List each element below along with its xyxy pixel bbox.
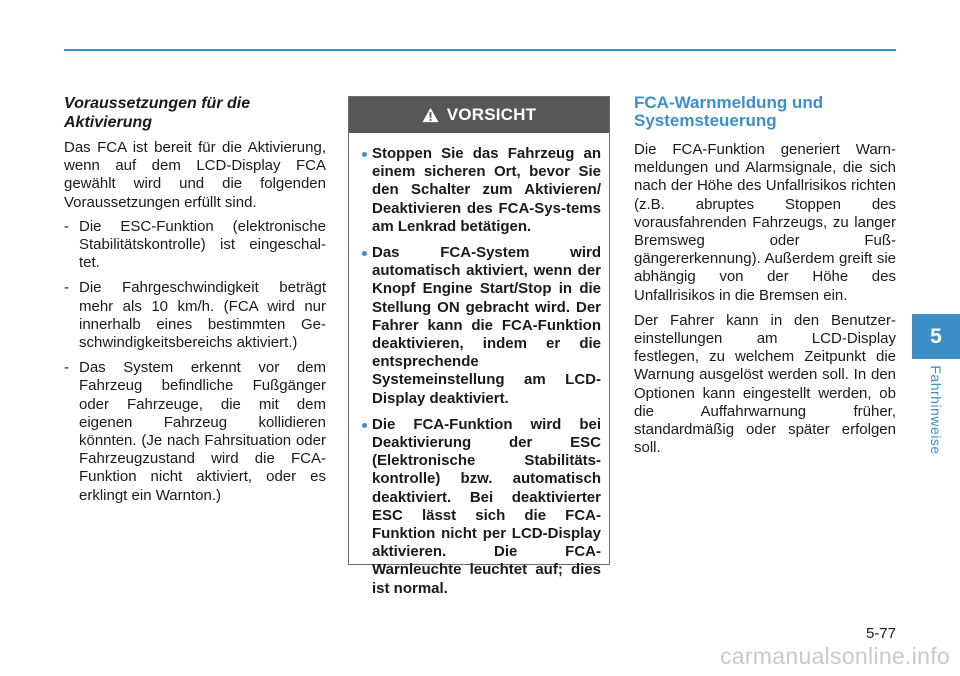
list-item: Das FCA-System wird automatisch aktiviert, wenn der Knopf Engine Start/Stop in die Stellung ON gebracht wird. Der Fahrer kann die FCA-Funktion deaktivieren, indem er die entsprechende Systemeinstellung am LCD-Display deaktiviert.: [362, 244, 601, 408]
paragraph: Die FCA-Funktion generiert Warn-meldungen und Alarmsignale, die sich nach der Höhe des Unfallrisikos richten (z.B. abruptes Stoppen des vorausfahrenden Fahrzeugs, zu langer Bremsweg oder Fuß-gängererkennung). Außerdem greift sie abhängig von der Höhe des Unfallrisikos in die Bremsen ein.: [634, 141, 896, 304]
right-column: [634, 94, 896, 464]
bullet-icon: [362, 251, 367, 256]
top-rule: [64, 49, 896, 51]
list-item: Die FCA-Funktion wird bei Deaktivierung der ESC (Elektronische Stabilitäts-kontrolle) bzw. automatisch deaktiviert. Bei deaktivierter ESC lässt sich die FCA-Funktion nicht per LCD-Display aktivieren. Die FCA-Warnleuchte leuchtet auf; dies ist normal.: [362, 416, 601, 598]
chapter-label: Fahrhinweise: [928, 365, 944, 455]
list-item: Stoppen Sie das Fahrzeug an einem sicheren Ort, bevor Sie den Schalter zum Aktivieren/ Deaktivieren des FCA-Sys-tems am Lenkrad betätigen.: [362, 145, 601, 236]
caution-header: [349, 97, 609, 133]
caution-title: VORSICHT: [446, 105, 537, 124]
condition-list: [64, 218, 326, 505]
paragraph: Der Fahrer kann in den Benutzer-einstellungen am LCD-Display festlegen, zu welchem Zeitpunkt die Warnung ausgelöst werden soll. In den Optionen kann eingestellt werden, ob die Auffahrwarnung früher, standardmäßig oder später erfolgen soll.: [634, 311, 896, 457]
left-column: [64, 94, 326, 512]
bullet-icon: [362, 152, 367, 157]
page-number: 5-77: [865, 625, 896, 642]
caution-box: [348, 96, 610, 597]
activation-subheading: Voraussetzungen für die Aktivierung: [64, 95, 251, 131]
list-item: - Das System erkennt vor dem Fahrzeug befindliche Fußgänger oder Fahrzeuge, die mit dem eigenen Fahrzeug kollidieren könnten. (Je nach Fahrsituation oder Fahrzeugzustand wird die FCA-Funktion nicht aktiviert, oder es erklingt ein Warnton.): [64, 359, 326, 504]
caution-list: [349, 133, 609, 598]
bullet-icon: [362, 423, 367, 428]
list-item: - Die ESC-Funktion (elektronische Stabilitätskontrolle) ist eingeschal-tet.: [64, 217, 326, 272]
section-heading: FCA-Warnmeldung und Systemsteuerung: [634, 93, 824, 130]
list-item: - Die Fahrgeschwindigkeit beträgt mehr als 10 km/h. (FCA wird nur innerhalb eines bestimmten Ge-schwindigkeitsbereichs aktiviert.): [64, 279, 326, 352]
activation-intro: Das FCA ist bereit für die Aktivierung, wenn auf dem LCD-Display FCA gewählt wird und die folgenden Voraussetzungen erfüllt sind.: [64, 139, 326, 211]
watermark: carmanualsonline.info: [719, 643, 950, 669]
warning-triangle-icon: [422, 107, 439, 123]
chapter-tab: 5: [912, 314, 960, 359]
